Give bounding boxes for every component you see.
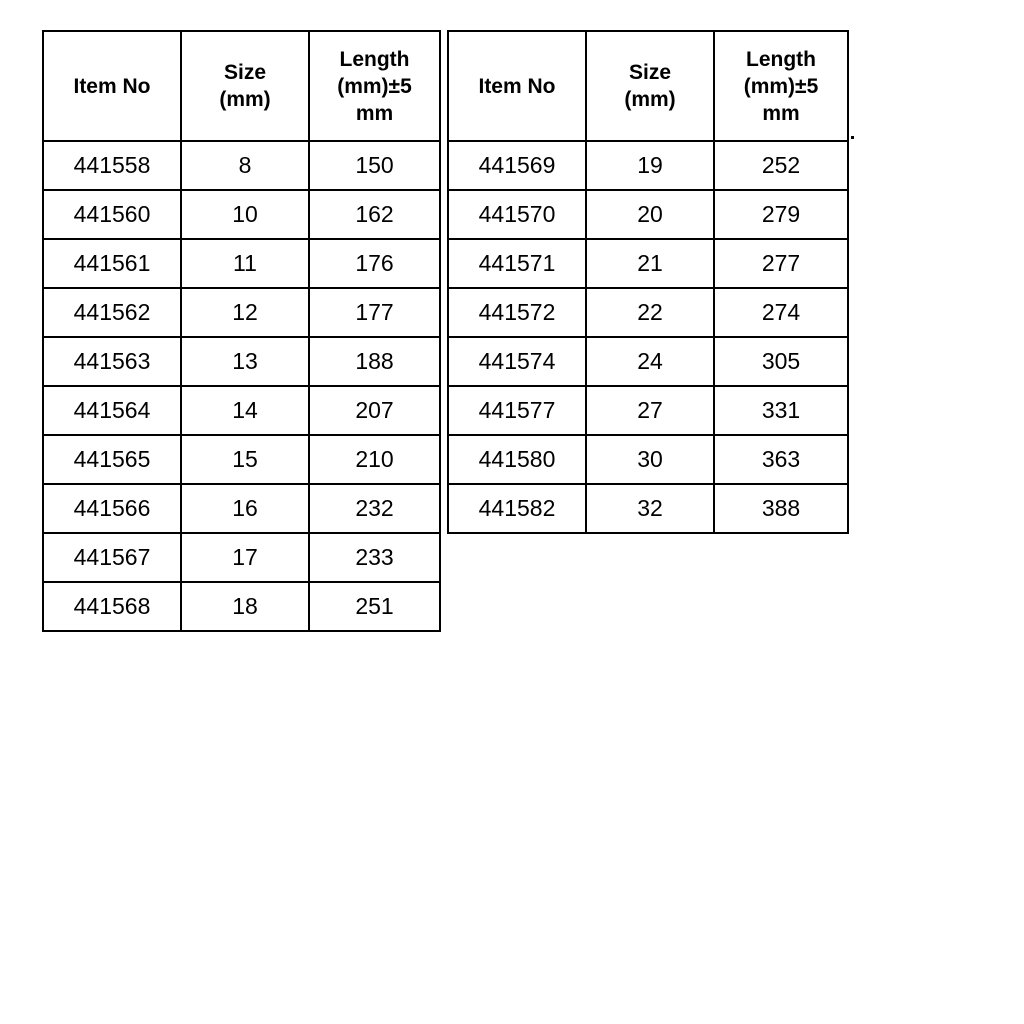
cell-size: 11 xyxy=(181,239,309,288)
cell-length: 162 xyxy=(309,190,440,239)
cell-size: 12 xyxy=(181,288,309,337)
table-row xyxy=(43,533,440,582)
cell-length: 207 xyxy=(309,386,440,435)
column-header-item-no xyxy=(43,31,181,141)
cell-item-no: 441565 xyxy=(43,435,181,484)
cell-item-no: 441574 xyxy=(448,337,586,386)
cell-item-no: 441571 xyxy=(448,239,586,288)
header-line: (mm)±5 xyxy=(337,74,412,98)
cell-size: 30 xyxy=(586,435,714,484)
cell-item-no: 441560 xyxy=(43,190,181,239)
header-line: Length xyxy=(746,47,816,71)
cell-length: 305 xyxy=(714,337,848,386)
table-row xyxy=(43,141,440,190)
header-line: Item No xyxy=(73,74,151,98)
cell-length: 279 xyxy=(714,190,848,239)
cell-length: 331 xyxy=(714,386,848,435)
table-row xyxy=(43,239,440,288)
header-line: Item No xyxy=(478,74,556,98)
header-line: (mm) xyxy=(624,88,676,111)
cell-item-no: 441566 xyxy=(43,484,181,533)
cell-length: 232 xyxy=(309,484,440,533)
cell-length: 251 xyxy=(309,582,440,631)
table-row xyxy=(448,141,848,190)
spec-table-right xyxy=(447,30,849,534)
cell-item-no: 441572 xyxy=(448,288,586,337)
cell-item-no: 441580 xyxy=(448,435,586,484)
cell-length: 233 xyxy=(309,533,440,582)
table-row xyxy=(448,435,848,484)
cell-size: 20 xyxy=(586,190,714,239)
table-row xyxy=(448,337,848,386)
header-line: (mm)±5 xyxy=(743,74,819,98)
cell-length: 252 xyxy=(714,141,848,190)
cell-item-no: 441558 xyxy=(43,141,181,190)
table-row xyxy=(43,337,440,386)
cell-size: 15 xyxy=(181,435,309,484)
column-header-length xyxy=(714,31,848,141)
cell-item-no: 441582 xyxy=(448,484,586,533)
cell-size: 19 xyxy=(586,141,714,190)
table-row xyxy=(448,190,848,239)
cell-item-no: 441564 xyxy=(43,386,181,435)
table-row xyxy=(448,484,848,533)
cell-length: 188 xyxy=(309,337,440,386)
cell-item-no: 441562 xyxy=(43,288,181,337)
cell-size: 14 xyxy=(181,386,309,435)
header-line: Size xyxy=(628,61,672,84)
column-header-size xyxy=(586,31,714,141)
cell-item-no: 441568 xyxy=(43,582,181,631)
cell-item-no: 441561 xyxy=(43,239,181,288)
cell-size: 32 xyxy=(586,484,714,533)
cell-item-no: 441569 xyxy=(448,141,586,190)
table-row xyxy=(43,582,440,631)
header-line: (mm) xyxy=(219,88,271,111)
table-row xyxy=(43,484,440,533)
cell-length: 363 xyxy=(714,435,848,484)
cell-size: 8 xyxy=(181,141,309,190)
header-line: Length xyxy=(339,47,410,71)
table-row xyxy=(448,288,848,337)
header-line: mm xyxy=(762,101,800,125)
table-row xyxy=(43,288,440,337)
cell-size: 17 xyxy=(181,533,309,582)
cell-length: 274 xyxy=(714,288,848,337)
cell-length: 177 xyxy=(309,288,440,337)
column-header-length xyxy=(309,31,440,141)
cell-item-no: 441563 xyxy=(43,337,181,386)
cell-size: 13 xyxy=(181,337,309,386)
table-row xyxy=(43,435,440,484)
cell-size: 10 xyxy=(181,190,309,239)
table-header-row xyxy=(43,31,440,141)
table-row xyxy=(43,386,440,435)
table-row xyxy=(43,190,440,239)
header-line: mm xyxy=(355,101,394,125)
stray-mark xyxy=(851,136,854,139)
cell-length: 176 xyxy=(309,239,440,288)
cell-item-no: 441567 xyxy=(43,533,181,582)
cell-size: 24 xyxy=(586,337,714,386)
table-row xyxy=(448,239,848,288)
table-row xyxy=(448,386,848,435)
cell-length: 150 xyxy=(309,141,440,190)
cell-item-no: 441577 xyxy=(448,386,586,435)
cell-item-no: 441570 xyxy=(448,190,586,239)
cell-size: 21 xyxy=(586,239,714,288)
cell-size: 18 xyxy=(181,582,309,631)
cell-size: 27 xyxy=(586,386,714,435)
cell-size: 16 xyxy=(181,484,309,533)
spec-table-left xyxy=(42,30,441,632)
cell-size: 22 xyxy=(586,288,714,337)
cell-length: 277 xyxy=(714,239,848,288)
header-line: Size xyxy=(223,61,267,84)
column-header-size xyxy=(181,31,309,141)
cell-length: 388 xyxy=(714,484,848,533)
table-header-row xyxy=(448,31,848,141)
cell-length: 210 xyxy=(309,435,440,484)
column-header-item-no xyxy=(448,31,586,141)
